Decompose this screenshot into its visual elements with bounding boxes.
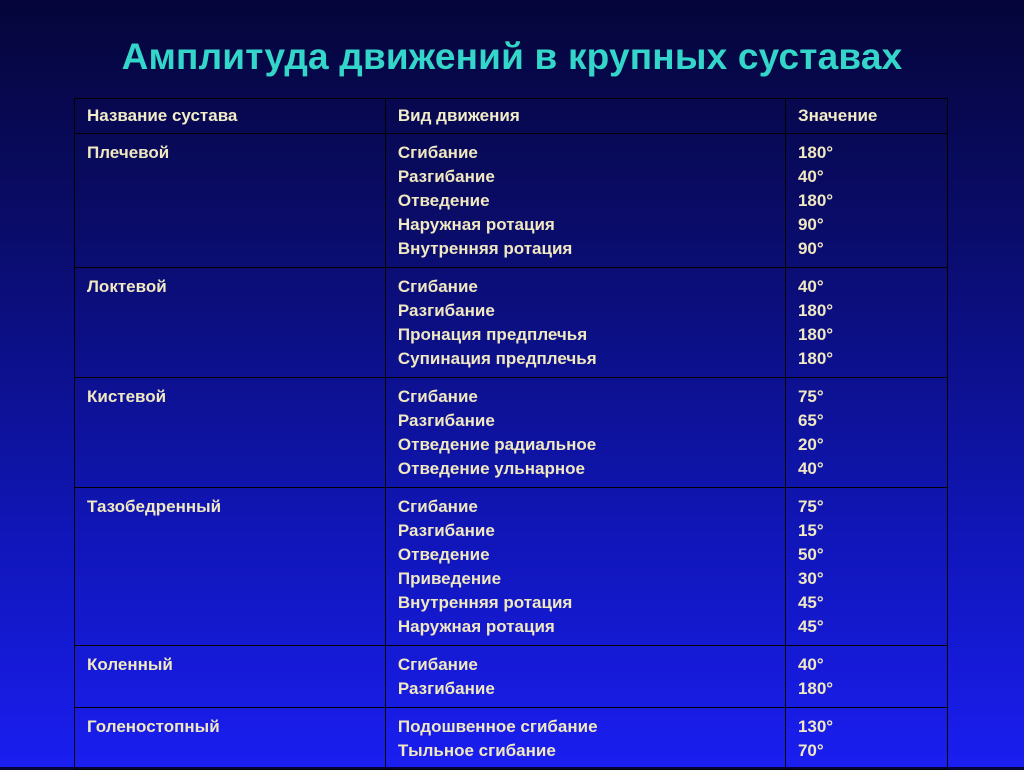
movement-value: 40° (797, 459, 824, 478)
value-cell (785, 378, 947, 488)
table-body (75, 134, 948, 770)
movement-type: Сгибание (397, 277, 478, 296)
movement-value: 180° (797, 191, 834, 210)
joint-name-cell (75, 268, 386, 378)
movement-type: Тыльное сгибание (397, 741, 556, 760)
table-row (75, 378, 948, 488)
movement-value: 180° (797, 143, 834, 162)
movement-value: 180° (797, 349, 834, 368)
table-row (75, 134, 948, 268)
movement-value: 15° (797, 521, 824, 540)
movement-value: 50° (797, 545, 824, 564)
movement-type: Внутренняя ротация (397, 239, 573, 258)
movement-value: 75° (797, 497, 824, 516)
movement-type: Внутренняя ротация (397, 593, 573, 612)
movement-value: 45° (797, 593, 824, 612)
movement-type: Разгибание (397, 301, 495, 320)
joint-name-cell (75, 488, 386, 646)
movement-value: 20° (797, 435, 824, 454)
movement-cell (385, 268, 785, 378)
movement-value: 75° (797, 387, 824, 406)
movement-type: Разгибание (397, 521, 495, 540)
joint-name-cell (75, 646, 386, 708)
table-row (75, 268, 948, 378)
table-header-row (75, 99, 948, 134)
value-cell (785, 708, 947, 770)
movement-type: Наружная ротация (397, 215, 555, 234)
movement-type: Пронация предплечья (397, 325, 588, 344)
table-row (75, 488, 948, 646)
movement-value: 40° (797, 655, 824, 674)
value-cell (785, 134, 947, 268)
movement-value: 40° (797, 167, 824, 186)
movement-value: 90° (797, 239, 824, 258)
movement-type: Подошвенное сгибание (397, 717, 598, 736)
movement-value: 40° (797, 277, 824, 296)
movement-type: Разгибание (397, 679, 495, 698)
value-cell (785, 488, 947, 646)
value-cell (785, 268, 947, 378)
table-row (75, 708, 948, 770)
movement-type: Разгибание (397, 167, 495, 186)
movement-type: Отведение ульнарное (397, 459, 585, 478)
movement-type: Сгибание (397, 497, 478, 516)
movement-cell (385, 134, 785, 268)
joint-name: Плечевой (87, 143, 170, 162)
movement-value: 65° (797, 411, 824, 430)
header-movement-type: Вид движения (385, 99, 785, 134)
joint-range-table (74, 98, 948, 770)
movement-value: 30° (797, 569, 824, 588)
movement-type: Сгибание (397, 143, 478, 162)
movement-value: 70° (797, 741, 824, 760)
movement-value: 90° (797, 215, 824, 234)
movement-cell (385, 378, 785, 488)
movement-type: Сгибание (397, 655, 478, 674)
joint-name: Тазобедренный (87, 497, 222, 516)
movement-type: Наружная ротация (397, 617, 555, 636)
movement-type: Отведение (397, 191, 490, 210)
movement-cell (385, 708, 785, 770)
header-value: Значение (785, 99, 947, 134)
movement-value: 180° (797, 301, 834, 320)
movement-type: Приведение (397, 569, 502, 588)
movement-type: Отведение радиальное (397, 435, 597, 454)
movement-cell (385, 488, 785, 646)
joint-name-cell (75, 134, 386, 268)
movement-value: 130° (797, 717, 834, 736)
header-joint-name: Название сустава (75, 99, 386, 134)
joint-name-cell (75, 708, 386, 770)
joint-name: Коленный (87, 655, 173, 674)
joint-name: Кистевой (87, 387, 167, 406)
joint-name: Локтевой (87, 277, 167, 296)
movement-type: Сгибание (397, 387, 478, 406)
movement-value: 180° (797, 325, 834, 344)
joint-name-cell (75, 378, 386, 488)
movement-cell (385, 646, 785, 708)
joint-name: Голеностопный (87, 717, 220, 736)
movement-value: 45° (797, 617, 824, 636)
table-row (75, 646, 948, 708)
movement-value: 180° (797, 679, 834, 698)
movement-type: Разгибание (397, 411, 495, 430)
page-title: Амплитуда движений в крупных суставах (121, 36, 903, 77)
value-cell (785, 646, 947, 708)
movement-type: Супинация предплечья (397, 349, 597, 368)
movement-type: Отведение (397, 545, 490, 564)
